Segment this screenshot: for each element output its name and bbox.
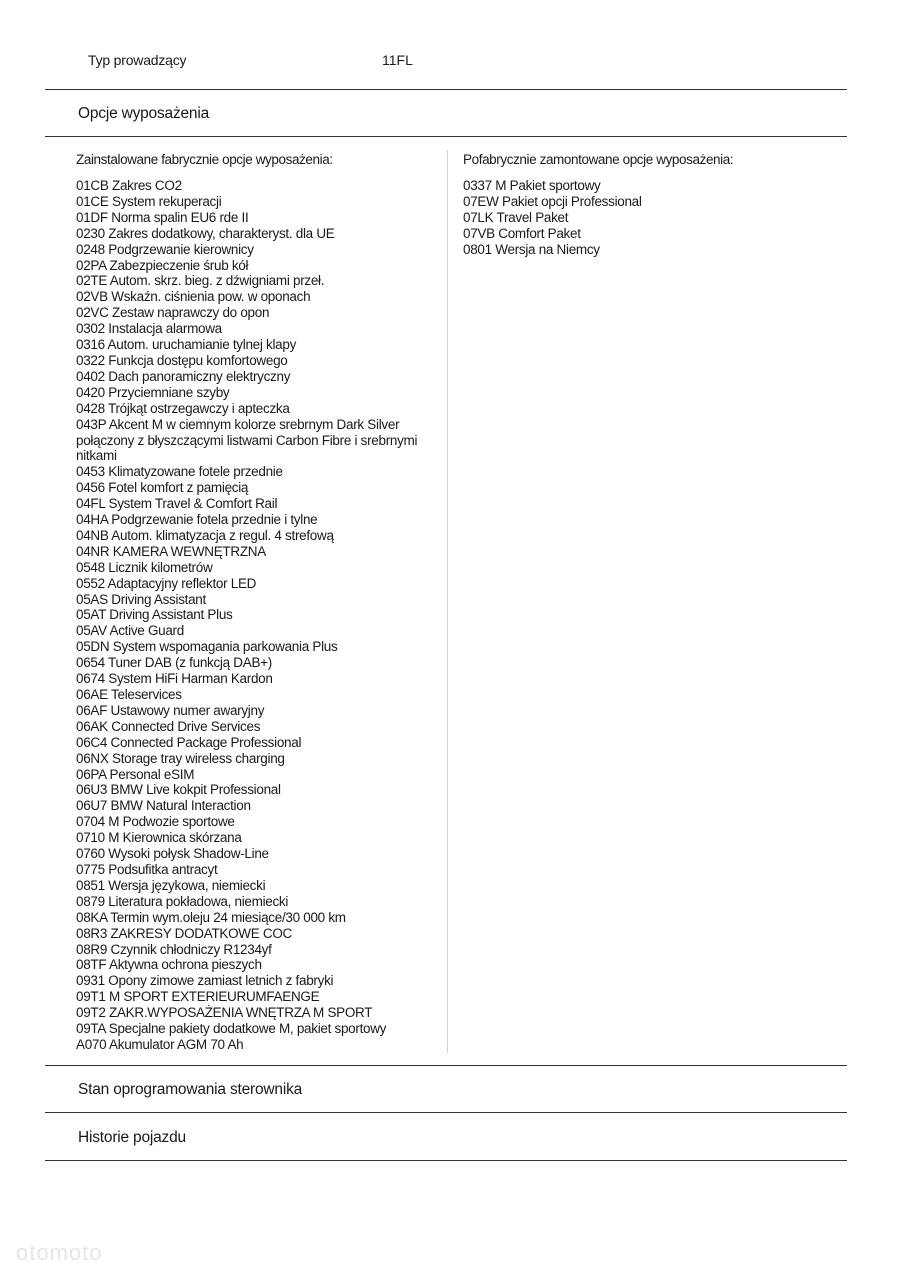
option-item: 09T2 ZAKR.WYPOSAŻENIA WNĘTRZA M SPORT <box>76 1005 373 1021</box>
option-item: 0316 Autom. uruchamianie tylnej klapy <box>76 337 297 353</box>
option-item: 06PA Personal eSIM <box>76 766 195 782</box>
software-section-title: Stan oprogramowania sterownika <box>78 1081 303 1098</box>
divider <box>45 1065 847 1066</box>
option-item: 06AE Teleservices <box>76 687 182 702</box>
option-item: 0704 M Podwozie sportowe <box>76 814 235 830</box>
option-item: 01CB Zakres CO2 <box>76 178 182 193</box>
option-item: 0775 Podsufitka antracyt <box>76 861 218 877</box>
divider <box>45 89 847 90</box>
option-item: 02TE Autom. skrz. bieg. z dźwigniami przeł. <box>76 273 325 289</box>
option-item: 0453 Klimatyzowane fotele przednie <box>76 464 283 480</box>
option-item: 04NB Autom. klimatyzacja z regul. 4 strefową <box>76 527 334 543</box>
option-item: 043P Akcent M w ciemnym kolorze srebrnym Dark Silver połączony z błyszczącymi listwami Carbon Fibre i srebrnymi nitkami <box>76 416 418 464</box>
option-item: A070 Akumulator AGM 70 Ah <box>76 1036 244 1052</box>
option-item: 09TA Specjalne pakiety dodatkowe M, pakiet sportowy <box>76 1021 387 1037</box>
option-item: 06AK Connected Drive Services <box>76 718 261 734</box>
option-item: 04FL System Travel & Comfort Rail <box>76 496 278 512</box>
option-item: 0879 Literatura pokładowa, niemiecki <box>76 893 289 909</box>
factory-options-heading: Zainstalowane fabrycznie opcje wyposażenia: <box>76 152 333 167</box>
option-item: 06NX Storage tray wireless charging <box>76 750 285 766</box>
option-item: 07EW Pakiet opcji Professional <box>463 193 642 209</box>
option-item: 08R3 ZAKRESY DODATKOWE COC <box>76 925 292 941</box>
option-item: 05DN System wspomagania parkowania Plus <box>76 639 338 655</box>
option-item: 0337 M Pakiet sportowy <box>463 178 601 193</box>
option-item: 08KA Termin wym.oleju 24 miesiące/30 000 km <box>76 909 346 925</box>
aftermarket-options-heading: Pofabrycznie zamontowane opcje wyposażenia: <box>463 152 734 167</box>
option-item: 06C4 Connected Package Professional <box>76 734 302 750</box>
option-item: 06U3 BMW Live kokpit Professional <box>76 782 281 798</box>
factory-options-list <box>76 178 436 1053</box>
option-item: 07VB Comfort Paket <box>463 225 581 241</box>
option-item: 0710 M Kierownica skórzana <box>76 830 242 846</box>
column-divider <box>447 150 448 1053</box>
divider <box>45 1160 847 1161</box>
option-item: 0456 Fotel komfort z pamięcią <box>76 480 249 496</box>
option-item: 0248 Podgrzewanie kierownicy <box>76 241 254 257</box>
option-item: 0548 Licznik kilometrów <box>76 559 213 575</box>
option-item: 06AF Ustawowy numer awaryjny <box>76 702 265 718</box>
option-item: 0230 Zakres dodatkowy, charakteryst. dla UE <box>76 225 335 241</box>
option-item: 09T1 M SPORT EXTERIEURUMFAENGE <box>76 989 320 1005</box>
history-section-title: Historie pojazdu <box>78 1129 186 1146</box>
option-item: 0420 Przyciemniane szyby <box>76 384 230 400</box>
option-item: 0552 Adaptacyjny reflektor LED <box>76 575 257 591</box>
option-item: 0322 Funkcja dostępu komfortowego <box>76 352 288 368</box>
option-item: 0402 Dach panoramiczny elektryczny <box>76 368 291 384</box>
option-item: 0674 System HiFi Harman Kardon <box>76 671 273 687</box>
option-item: 01CE System rekuperacji <box>76 193 222 209</box>
option-item: 01DF Norma spalin EU6 rde II <box>76 209 249 225</box>
options-section-title: Opcje wyposażenia <box>78 105 210 122</box>
option-item: 05AT Driving Assistant Plus <box>76 607 233 623</box>
option-item: 0801 Wersja na Niemcy <box>463 241 600 257</box>
option-item: 0760 Wysoki połysk Shadow-Line <box>76 846 269 862</box>
option-item: 04HA Podgrzewanie fotela przednie i tylne <box>76 512 318 528</box>
option-item: 0654 Tuner DAB (z funkcją DAB+) <box>76 655 272 671</box>
divider <box>45 1112 847 1113</box>
option-item: 0428 Trójkąt ostrzegawczy i apteczka <box>76 400 290 416</box>
aftermarket-options-list <box>463 178 823 258</box>
option-item: 02PA Zabezpieczenie śrub kół <box>76 257 249 273</box>
lead-type-label: Typ prowadzący <box>88 52 187 68</box>
option-item: 05AV Active Guard <box>76 623 184 639</box>
option-item: 0851 Wersja językowa, niemiecki <box>76 877 266 893</box>
option-item: 04NR KAMERA WEWNĘTRZNA <box>76 543 266 559</box>
divider <box>45 136 847 137</box>
option-item: 07LK Travel Paket <box>463 209 569 225</box>
option-item: 0302 Instalacja alarmowa <box>76 321 222 337</box>
option-item: 02VC Zestaw naprawczy do opon <box>76 305 270 321</box>
option-item: 05AS Driving Assistant <box>76 591 206 607</box>
option-item: 08R9 Czynnik chłodniczy R1234yf <box>76 941 272 957</box>
option-item: 06U7 BMW Natural Interaction <box>76 798 251 814</box>
option-item: 0931 Opony zimowe zamiast letnich z fabryki <box>76 973 334 989</box>
option-item: 08TF Aktywna ochrona pieszych <box>76 957 262 973</box>
watermark: otomoto <box>16 1240 103 1265</box>
lead-type-value: 11FL <box>382 52 413 68</box>
option-item: 02VB Wskaźn. ciśnienia pow. w oponach <box>76 289 311 305</box>
